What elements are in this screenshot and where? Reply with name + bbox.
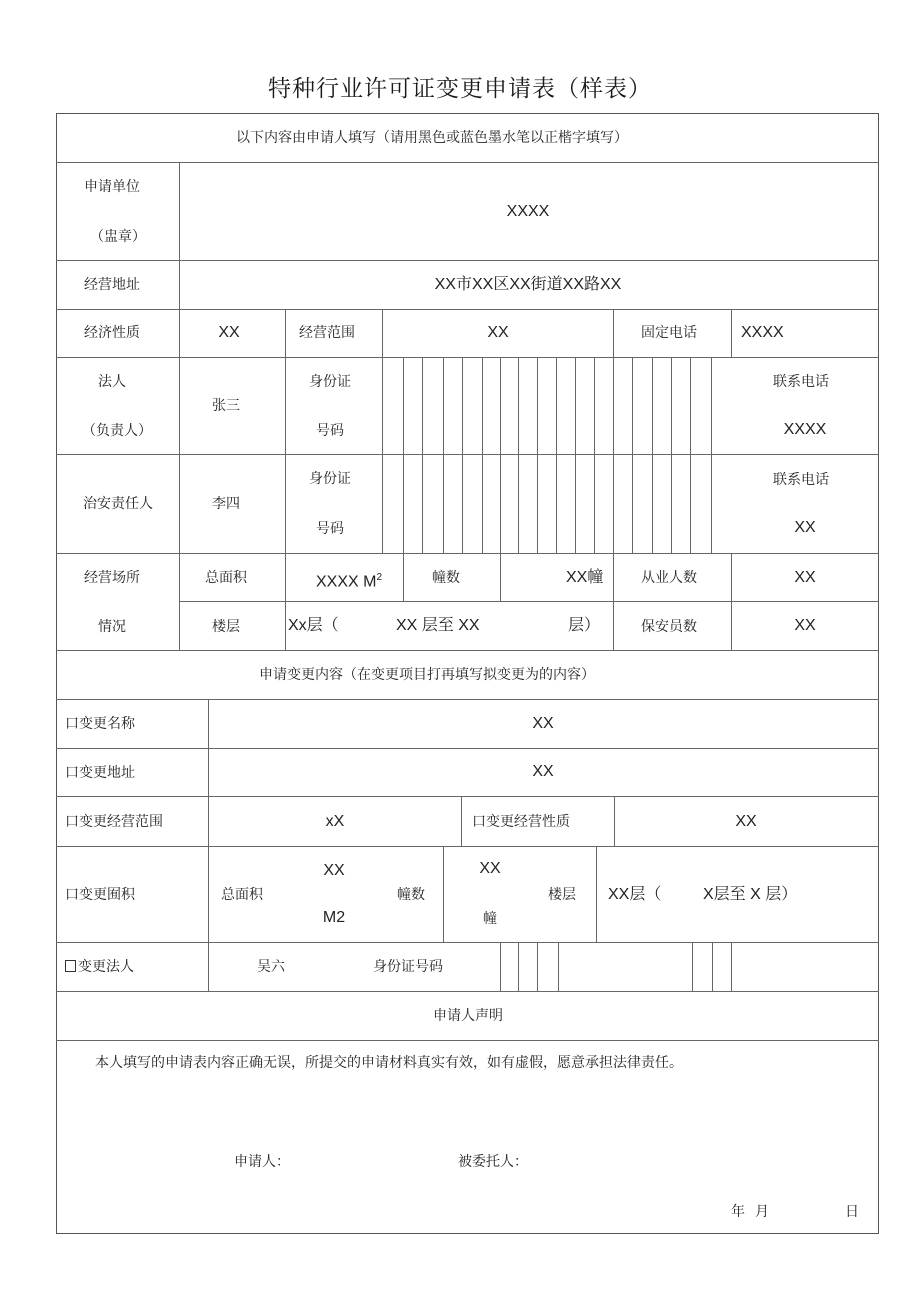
row-divider	[56, 942, 879, 943]
col-divider	[285, 357, 286, 553]
change-floor-label: 楼层	[548, 887, 576, 903]
id-digit-divider	[690, 357, 691, 553]
change-area-label[interactable]: 口变更囿积	[65, 887, 135, 903]
change-address-value[interactable]: XX	[532, 763, 554, 780]
area-unit-superscript: 2	[376, 572, 383, 583]
change-scope-label[interactable]: 口变更经营范围	[65, 814, 163, 830]
area-value[interactable]: XXXX $M^2$	[316, 572, 383, 591]
id-digit-divider	[537, 357, 538, 553]
applicant-signature-label: 申请人：	[234, 1154, 290, 1170]
premises-label: 经营场所	[84, 570, 140, 586]
floor-value-range[interactable]: XX 层至 XX	[396, 617, 480, 634]
security-person-label: 治安责任人	[83, 496, 153, 512]
floor-value-close: 层）	[568, 617, 601, 634]
col-divider	[461, 796, 462, 846]
col-divider	[613, 553, 614, 650]
guard-label: 保安员数	[641, 619, 697, 635]
id-digit-divider	[462, 357, 463, 553]
change-nature-label[interactable]: 口变更经营性质	[472, 814, 570, 830]
row-divider	[56, 796, 879, 797]
change-area-value[interactable]: XX	[323, 862, 345, 879]
id-label: 身份证	[309, 374, 351, 390]
declaration-header: 申请人声明	[433, 1008, 503, 1024]
id-digit-divider	[518, 357, 519, 553]
change-address-label[interactable]: 口变更地址	[65, 765, 135, 781]
col-divider	[711, 357, 712, 553]
id-digit-divider	[594, 357, 595, 553]
applicant-unit-label: 申请单位	[84, 179, 140, 195]
nature-value[interactable]: XX	[218, 324, 240, 341]
premises-sublabel: 情况	[98, 619, 126, 635]
contact-value[interactable]: XXXX	[783, 421, 827, 438]
security-person-name[interactable]: 李四	[212, 496, 240, 512]
id-digit-divider	[556, 357, 557, 553]
id-label: 号码	[316, 423, 344, 439]
change-name-label[interactable]: 口变更名称	[65, 716, 135, 732]
id-digit-divider	[712, 942, 713, 991]
contact-label: 联系电话	[773, 374, 829, 390]
id-digit-divider	[537, 942, 538, 991]
change-legal-checkbox-row[interactable]	[65, 958, 134, 976]
area-label: 总面积	[205, 570, 247, 586]
date-day-label: 日	[845, 1204, 859, 1220]
change-area-unit: M2	[322, 909, 346, 926]
id-digit-divider	[403, 357, 404, 553]
change-building-value[interactable]: XX	[479, 860, 501, 877]
col-divider	[731, 309, 732, 357]
change-floor-from[interactable]: XX层（	[608, 886, 662, 903]
id-digit-divider	[731, 942, 732, 991]
contact-label: 联系电话	[773, 472, 829, 488]
col-divider	[285, 309, 286, 357]
row-divider	[56, 846, 879, 847]
change-legal-name[interactable]: 吴六	[257, 959, 285, 975]
nature-label: 经济性质	[84, 325, 140, 341]
change-legal-label: 变更法人	[78, 959, 134, 975]
id-digit-divider	[613, 357, 614, 553]
row-divider	[56, 699, 879, 700]
id-digit-divider	[500, 942, 501, 991]
id-digit-divider	[671, 357, 672, 553]
id-digit-divider	[575, 357, 576, 553]
id-digit-divider	[518, 942, 519, 991]
change-name-value[interactable]: XX	[532, 715, 554, 732]
col-divider	[500, 553, 501, 601]
row-divider	[56, 991, 879, 992]
id-digit-divider	[632, 357, 633, 553]
address-label: 经营地址	[84, 277, 140, 293]
date-month-label: 月	[755, 1204, 769, 1220]
id-label: 身份证	[309, 471, 351, 487]
legal-person-sublabel: （负责人）	[82, 423, 152, 439]
staff-label: 从业人数	[641, 570, 697, 586]
change-building-unit: 幢	[483, 911, 497, 927]
row-divider	[56, 650, 879, 651]
staff-value[interactable]: XX	[794, 569, 816, 586]
floor-label: 楼层	[212, 619, 240, 635]
change-floor-range[interactable]: X层至 X 层）	[703, 886, 798, 903]
col-divider	[179, 162, 180, 650]
applicant-unit-value[interactable]: XXXX	[506, 203, 550, 220]
phone-value[interactable]: XXXX	[741, 324, 784, 341]
id-digit-divider	[652, 357, 653, 553]
id-digit-divider	[443, 357, 444, 553]
col-divider	[731, 553, 732, 650]
id-digit-divider	[422, 357, 423, 553]
change-section-header: 申请变更内容（在变更项目打再填写拟变更为的内容）	[259, 667, 595, 683]
row-divider	[56, 748, 879, 749]
id-digit-divider	[482, 357, 483, 553]
change-legal-checkbox[interactable]	[65, 960, 76, 972]
col-divider	[285, 601, 286, 650]
col-divider	[614, 796, 615, 846]
address-value[interactable]: XX市XX区XX街道XX路XX	[434, 276, 622, 293]
phone-label: 固定电话	[641, 325, 697, 341]
id-digit-divider	[558, 942, 559, 991]
col-divider	[285, 553, 286, 601]
change-building-label: 幢数	[397, 887, 425, 903]
col-divider	[403, 553, 404, 601]
building-value[interactable]: XX幢	[566, 569, 604, 586]
col-divider	[443, 846, 444, 942]
building-label: 幢数	[432, 570, 460, 586]
col-divider	[613, 309, 614, 357]
guard-value[interactable]: XX	[794, 617, 816, 634]
col-divider	[382, 309, 383, 554]
scope-value[interactable]: XX	[487, 324, 509, 341]
col-divider	[596, 846, 597, 942]
change-scope-value[interactable]: xX	[325, 813, 345, 830]
id-label: 号码	[316, 521, 344, 537]
legal-person-label: 法人	[98, 374, 126, 390]
change-nature-value[interactable]: XX	[735, 813, 757, 830]
page-title: 特种行业许可证变更申请表（样表）	[268, 76, 652, 102]
trustee-signature-label: 被委托人：	[458, 1154, 528, 1170]
declaration-text: 本人填写的申请表内容正确无误，所提交的申请材料真实有效，如有虚假，愿意承担法律责任。	[95, 1055, 683, 1071]
floor-value-from[interactable]: Xx层（	[288, 617, 339, 634]
id-digit-divider	[500, 357, 501, 553]
row-divider	[56, 1040, 879, 1041]
legal-person-name[interactable]: 张三	[212, 398, 240, 414]
scope-label: 经营范围	[299, 325, 355, 341]
contact-value[interactable]: XX	[794, 519, 816, 536]
row-divider	[179, 601, 879, 602]
id-digit-divider	[692, 942, 693, 991]
date-year-label: 年	[731, 1204, 745, 1220]
total-area-label: 总面积	[221, 887, 263, 903]
fill-instruction: 以下内容由申请人填写（请用黑色或蓝色墨水笔以正楷字填写）	[236, 130, 628, 146]
seal-label: （盅章）	[90, 229, 146, 245]
col-divider	[208, 699, 209, 991]
change-legal-id-label: 身份证号码	[373, 959, 443, 975]
